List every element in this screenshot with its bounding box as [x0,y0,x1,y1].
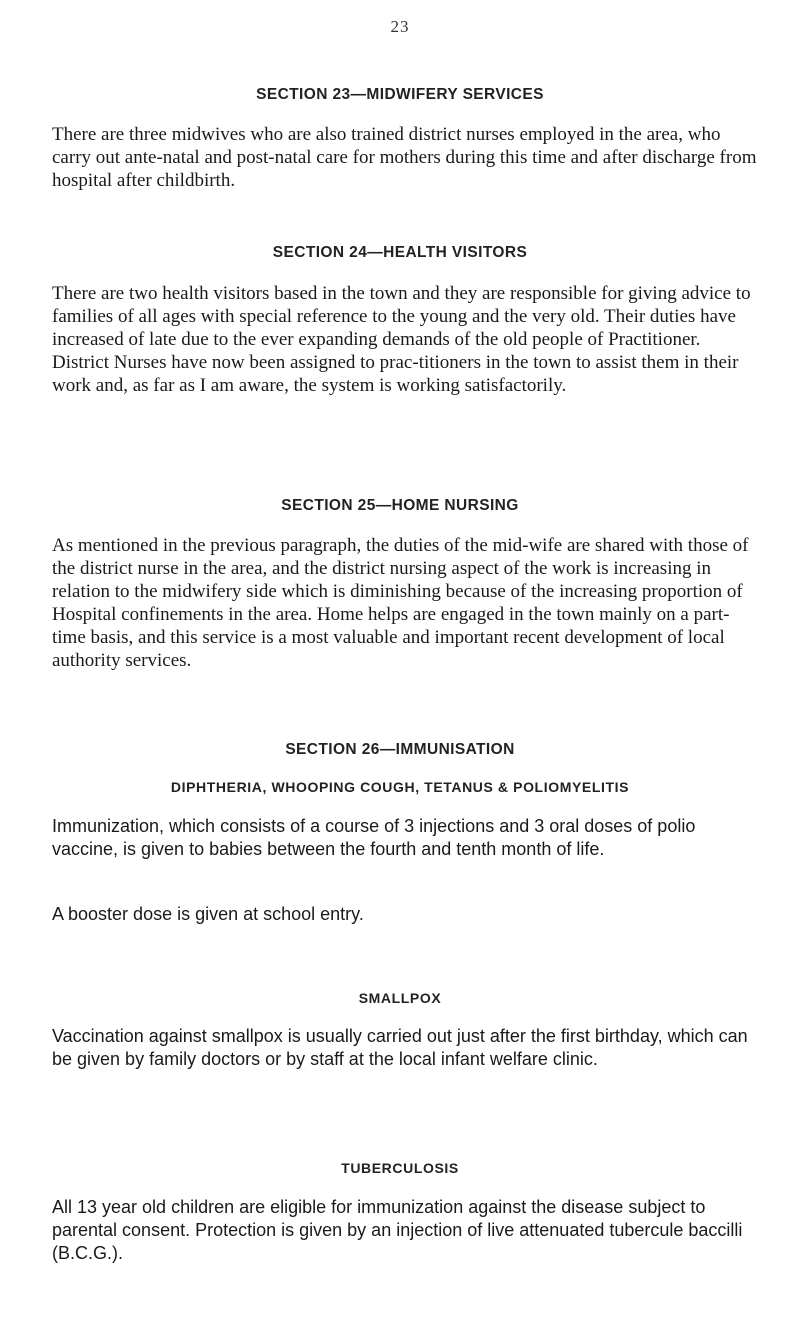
section-26-heading: SECTION 26—IMMUNISATION [285,741,515,758]
tuberculosis-body: All 13 year old children are eligible for immunization against the disease subject to parental consent. Protection is given by an injection of live attenuated tubercule baccilli (B.C.G.). [52,1197,743,1263]
tuberculosis-subheading: TUBERCULOSIS [341,1160,459,1176]
diphtheria-body: Immunization, which consists of a course of 3 injections and 3 oral doses of polio vaccine, is given to babies between the fourth and tenth month of life. [52,816,696,859]
section-23-heading: SECTION 23—MIDWIFERY SERVICES [256,86,544,103]
page-number: 23 [390,17,410,36]
smallpox-subheading: SMALLPOX [358,990,442,1006]
section-24-heading: SECTION 24—HEALTH VISITORS [272,244,528,261]
smallpox-body: Vaccination against smallpox is usually carried out just after the first birthday, which can be given by family doctors or by staff at the local infant welfare clinic. [52,1026,748,1069]
section-23-body: There are three midwives who are also trained district nurses employed in the area, who carry out ante-natal and post-natal care for mothers during this time and after discharge from hospital after childbirth. [52,124,757,191]
section-25-heading: SECTION 25—HOME NURSING [281,497,519,514]
section-24-body: There are two health visitors based in the town and they are responsible for giving advice to families of all ages with special reference to the young and the very old. Their duties have increased of late due to the ever expanding demands of the old people of Practitioner. District Nurses have now been assigned to prac-titioners in the town to assist them in their work and, as far as I am aware, the system is working satisfactorily. [52,283,751,396]
diphtheria-subheading: DIPHTHERIA, WHOOPING COUGH, TETANUS & POLIOMYELITIS [170,779,630,795]
section-25-body: As mentioned in the previous paragraph, the duties of the mid-wife are shared with those of the district nurse in the area, and the district nursing aspect of the work is increasing in relation to the midwifery side which is diminishing because of the increasing proportion of Hospital confinements in the area. Home helps are engaged in the town mainly on a part-time basis, and this service is a most valuable and important recent development of local authority services. [52,535,749,671]
booster-body: A booster dose is given at school entry. [52,904,364,924]
